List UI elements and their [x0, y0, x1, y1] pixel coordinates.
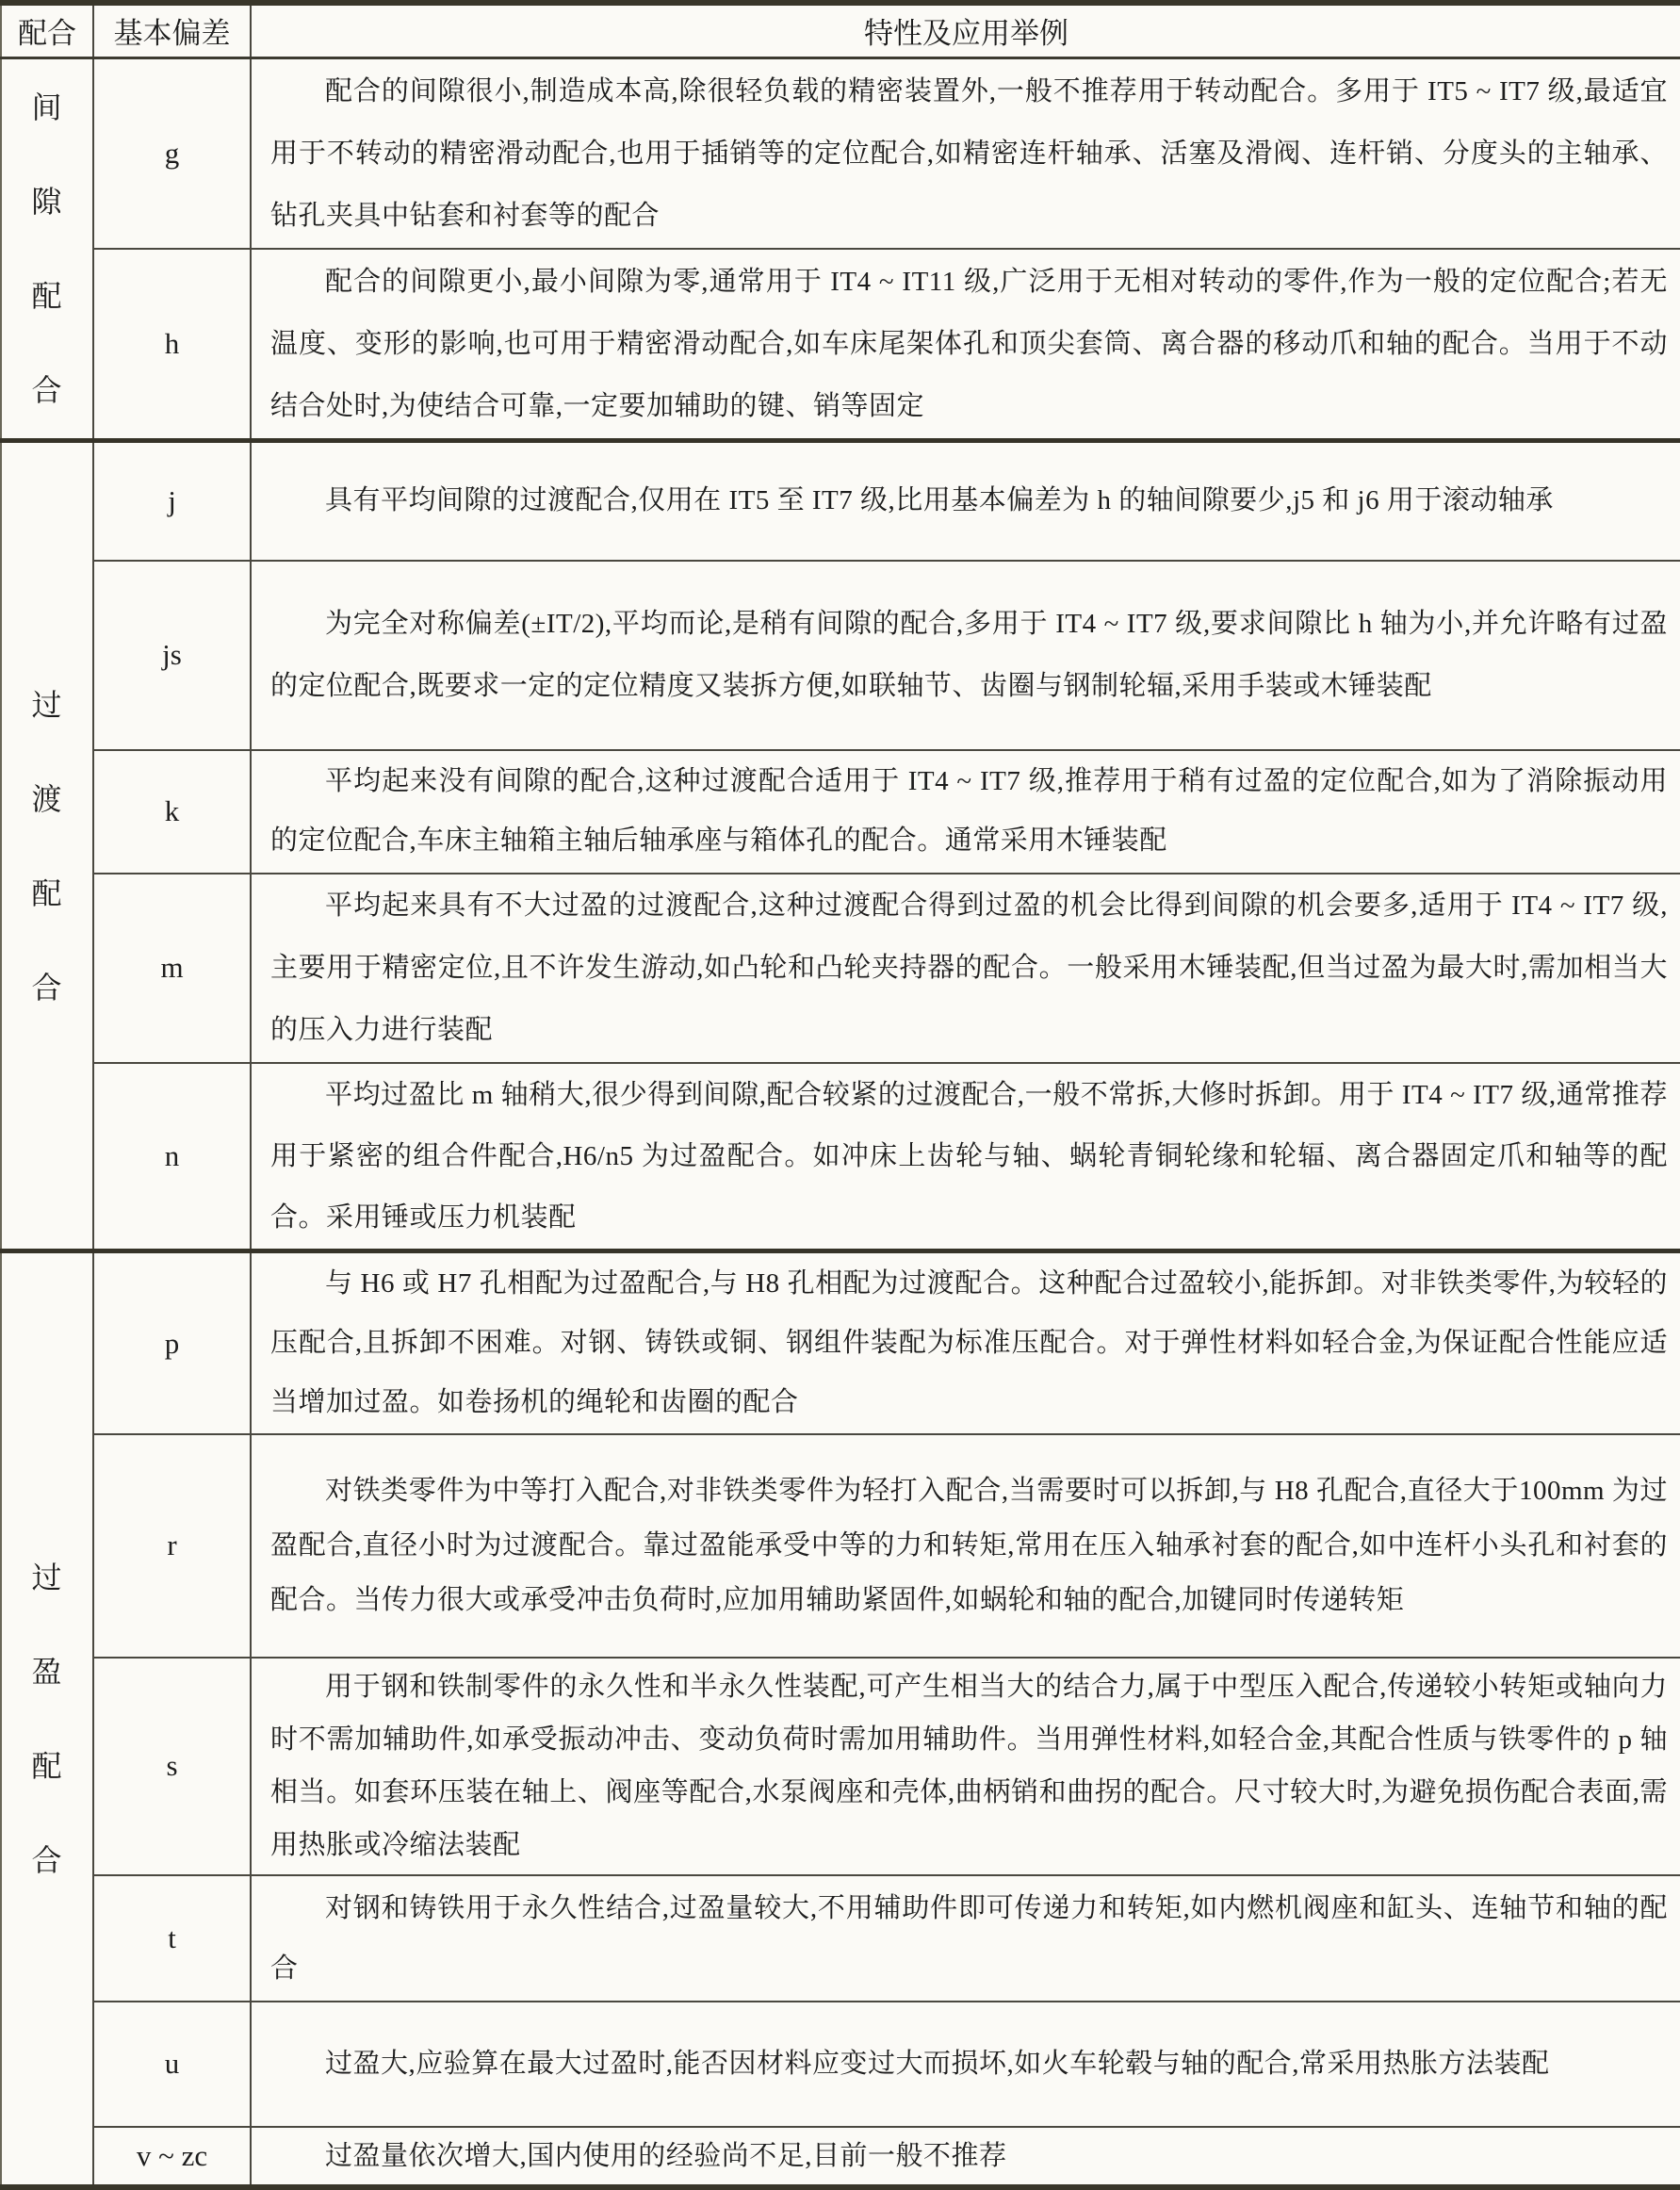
description-cell-r [251, 1434, 1680, 1657]
table-row-k [1, 750, 1680, 874]
table-row-s [1, 1658, 1680, 1875]
description-cell-t [251, 1875, 1680, 2002]
header-characteristics: 特性及应用举例 [251, 3, 1680, 57]
table-row-j [1, 441, 1680, 561]
deviation-cell-r: r [93, 1434, 251, 1657]
header-fit: 配合 [1, 3, 93, 57]
description-cell-js [251, 561, 1680, 750]
description-cell-k [251, 750, 1680, 874]
table-row-g [1, 57, 1680, 249]
description-text-u: 过盈大,应验算在最大过盈时,能否因材料应变过大而损坏,如火车轮毂与轴的配合,常采用热胀方法装配 [325, 2049, 1550, 2080]
deviation-cell-s: s [93, 1658, 251, 1875]
table-row-p [1, 1251, 1680, 1434]
deviation-cell-p: p [93, 1251, 251, 1434]
description-text-h: 配合的间隙更小,最小间隙为零,通常用于 IT4 ~ IT11 级,广泛用于无相对转动的零件,作为一般的定位配合;若无温度、变形的影响,也可用于精密滑动配合,如车床尾架体孔和顶尖套筒、离合器的移动爪和轴的配合。当用于不动结合处时,为使结合可靠,一定要加辅助的键、销等固定 [270, 267, 1668, 422]
description-cell-g [251, 57, 1680, 249]
deviation-cell-j: j [93, 441, 251, 561]
fit-type-cell-interference [1, 1251, 93, 2187]
description-text-js: 为完全对称偏差(±IT/2),平均而论,是稍有间隙的配合,多用于 IT4 ~ IT7 级,要求间隙比 h 轴为小,并允许略有过盈的定位配合,既要求一定的定位精度又装拆方便,如联轴节、齿圈与钢制轮辐,采用手装或木锤装配 [270, 609, 1668, 702]
table-row-r [1, 1434, 1680, 1657]
table-row-t [1, 1875, 1680, 2002]
description-cell-n [251, 1063, 1680, 1251]
description-cell-j [251, 441, 1680, 561]
deviation-cell-t: t [93, 1875, 251, 2002]
table-row-m [1, 874, 1680, 1063]
description-text-j: 具有平均间隙的过渡配合,仅用在 IT5 至 IT7 级,比用基本偏差为 h 的轴间隙要少,j5 和 j6 用于滚动轴承 [325, 485, 1554, 516]
deviation-cell-js: js [93, 561, 251, 750]
description-text-n: 平均过盈比 m 轴稍大,很少得到间隙,配合较紧的过渡配合,一般不常拆,大修时拆卸。用于 IT4 ~ IT7 级,通常推荐用于紧密的组合件配合,H6/n5 为过盈配合。如冲床上齿轮与轴、蜗轮青铜轮缘和轮辐、离合器固定爪和轴等的配合。采用锤或压力机装配 [270, 1079, 1668, 1233]
fit-type-label-transition: 过 渡 配 合 [31, 687, 63, 1005]
fit-type-label-clearance: 间 隙 配 合 [31, 90, 63, 408]
header-basic-deviation: 基本偏差 [93, 3, 251, 57]
deviation-cell-v-zc: v ~ zc [93, 2127, 251, 2187]
table-header-row [1, 3, 1680, 57]
description-text-r: 对铁类零件为中等打入配合,对非铁类零件为轻打入配合,当需要时可以拆卸,与 H8 孔配合,直径大于100mm 为过盈配合,直径小时为过渡配合。靠过盈能承受中等的力和转矩,常用在压入轴承衬套的配合,如中连杆小头孔和衬套的配合。当传力很大或承受冲击负荷时,应加用辅助紧固件,如蜗轮和轴的配合,加键同时传递转矩 [270, 1476, 1668, 1616]
deviation-cell-h: h [93, 249, 251, 441]
table-row-u [1, 2002, 1680, 2127]
description-cell-u [251, 2002, 1680, 2127]
deviation-cell-m: m [93, 874, 251, 1063]
description-cell-p [251, 1251, 1680, 1434]
description-cell-h [251, 249, 1680, 441]
fit-type-cell-transition [1, 441, 93, 1251]
description-text-p: 与 H6 或 H7 孔相配为过盈配合,与 H8 孔相配为过渡配合。这种配合过盈较小,能拆卸。对非铁类零件,为较轻的压配合,且拆卸不困难。对钢、铸铁或铜、钢组件装配为标准压配合。对于弹性材料如轻合金,为保证配合性能应适当增加过盈。如卷扬机的绳轮和齿圈的配合 [270, 1268, 1668, 1418]
description-cell-s [251, 1658, 1680, 1875]
deviation-cell-k: k [93, 750, 251, 874]
description-text-m: 平均起来具有不大过盈的过渡配合,这种过渡配合得到过盈的机会比得到间隙的机会要多,适用于 IT4 ~ IT7 级,主要用于精密定位,且不许发生游动,如凸轮和凸轮夹持器的配合。一般采用木锤装配,但当过盈为最大时,需加相当大的压入力进行装配 [270, 891, 1668, 1046]
table-row-h [1, 249, 1680, 441]
description-text-g: 配合的间隙很小,制造成本高,除很轻负载的精密装置外,一般不推荐用于转动配合。多用于 IT5 ~ IT7 级,最适宜用于不转动的精密滑动配合,也用于插销等的定位配合,如精密连杆轴承、活塞及滑阀、连杆销、分度头的主轴承、钻孔夹具中钻套和衬套等的配合 [270, 75, 1668, 231]
description-text-s: 用于钢和铁制零件的永久性和半永久性装配,可产生相当大的结合力,属于中型压入配合,传递较小转矩或轴向力时不需加辅助件,如承受振动冲击、变动负荷时需加用辅助件。当用弹性材料,如轻合金,其配合性质与铁零件的 p 轴相当。如套环压装在轴上、阀座等配合,水泵阀座和壳体,曲柄销和曲拐的配合。尺寸较大时,为避免损伤配合表面,需用热胀或冷缩法装配 [270, 1672, 1668, 1861]
description-text-v-zc: 过盈量依次增大,国内使用的经验尚不足,目前一般不推荐 [325, 2140, 1007, 2171]
deviation-cell-g: g [93, 57, 251, 249]
description-text-k: 平均起来没有间隙的配合,这种过渡配合适用于 IT4 ~ IT7 级,推荐用于稍有过盈的定位配合,如为了消除振动用的定位配合,车床主轴箱主轴后轴承座与箱体孔的配合。通常采用木锤装配 [270, 766, 1668, 857]
description-cell-m [251, 874, 1680, 1063]
fit-type-label-interference: 过 盈 配 合 [31, 1561, 63, 1878]
table-row-v-zc [1, 2127, 1680, 2187]
description-text-t: 对钢和铸铁用于永久性结合,过盈量较大,不用辅助件即可传递力和转矩,如内燃机阀座和缸头、连轴节和轴的配合 [270, 1892, 1668, 1984]
description-cell-v-zc [251, 2127, 1680, 2187]
deviation-cell-n: n [93, 1063, 251, 1251]
table-row-js [1, 561, 1680, 750]
fit-type-cell-clearance [1, 57, 93, 440]
table-row-n [1, 1063, 1680, 1251]
deviation-cell-u: u [93, 2002, 251, 2127]
